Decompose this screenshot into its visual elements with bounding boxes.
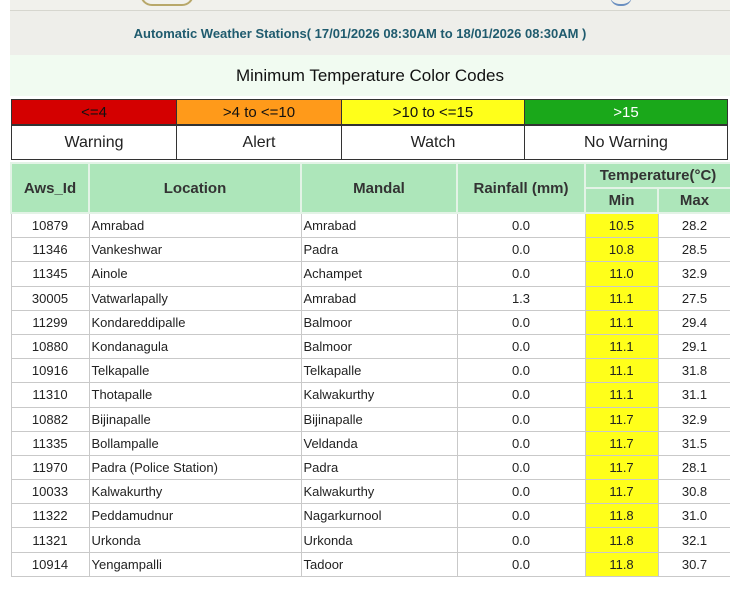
legend-label-row: [12, 125, 730, 160]
cell-max-temp: 27.5: [658, 286, 730, 310]
cell-rainfall: 0.0: [457, 213, 585, 238]
table-row: [11, 383, 730, 407]
header-max[interactable]: Max: [658, 188, 730, 213]
legend-label-watch: Watch: [341, 125, 525, 160]
cell-aws-id: 10916: [11, 359, 89, 383]
legend-range-watch: >10 to <=15: [341, 99, 525, 125]
cell-max-temp: 31.1: [658, 383, 730, 407]
cell-max-temp: 28.1: [658, 455, 730, 479]
cell-mandal: Balmoor: [301, 334, 457, 358]
cell-mandal: Nagarkurnool: [301, 504, 457, 528]
table-row: [11, 334, 730, 358]
cell-max-temp: 28.2: [658, 213, 730, 238]
cell-location: Telkapalle: [89, 359, 301, 383]
legend-label-alert: Alert: [176, 125, 342, 160]
cell-min-temp: 11.7: [585, 407, 658, 431]
cell-aws-id: 30005: [11, 286, 89, 310]
cell-mandal: Padra: [301, 238, 457, 262]
cell-max-temp: 32.1: [658, 528, 730, 552]
cell-mandal: Bijinapalle: [301, 407, 457, 431]
table-row: [11, 407, 730, 431]
table-row: [11, 480, 730, 504]
cell-max-temp: 31.8: [658, 359, 730, 383]
cell-max-temp: 29.1: [658, 334, 730, 358]
table-row: [11, 552, 730, 576]
legend-label-no-warning: No Warning: [524, 125, 728, 160]
cell-rainfall: 1.3: [457, 286, 585, 310]
cell-rainfall: 0.0: [457, 480, 585, 504]
report-title: Automatic Weather Stations( 17/01/2026 08:30AM to 18/01/2026 08:30AM ): [133, 25, 587, 41]
cell-min-temp: 11.1: [585, 334, 658, 358]
cell-max-temp: 28.5: [658, 238, 730, 262]
cell-rainfall: 0.0: [457, 359, 585, 383]
cell-aws-id: 10880: [11, 334, 89, 358]
legend-color-row: [12, 99, 730, 125]
cell-min-temp: 11.1: [585, 359, 658, 383]
cell-max-temp: 31.0: [658, 504, 730, 528]
cell-location: Yengampalli: [89, 552, 301, 576]
cell-mandal: Urkonda: [301, 528, 457, 552]
legend-range-warning: <=4: [11, 99, 177, 125]
cell-location: Thotapalle: [89, 383, 301, 407]
cell-max-temp: 31.5: [658, 431, 730, 455]
cell-max-temp: 32.9: [658, 262, 730, 286]
table-row: [11, 528, 730, 552]
cell-max-temp: 29.4: [658, 310, 730, 334]
table-row: [11, 262, 730, 286]
cell-location: Kondareddipalle: [89, 310, 301, 334]
page-frame: [10, 0, 730, 591]
cell-rainfall: 0.0: [457, 310, 585, 334]
cell-min-temp: 11.1: [585, 310, 658, 334]
cell-rainfall: 0.0: [457, 528, 585, 552]
header-location[interactable]: Location: [89, 163, 301, 213]
cell-location: Ainole: [89, 262, 301, 286]
weather-stations-table: [10, 162, 730, 577]
cell-aws-id: 11299: [11, 310, 89, 334]
cell-min-temp: 11.7: [585, 431, 658, 455]
cell-mandal: Balmoor: [301, 310, 457, 334]
cell-mandal: Kalwakurthy: [301, 383, 457, 407]
cell-aws-id: 11322: [11, 504, 89, 528]
cell-min-temp: 11.0: [585, 262, 658, 286]
cell-mandal: Tadoor: [301, 552, 457, 576]
legend-range-alert: >4 to <=10: [176, 99, 342, 125]
cell-mandal: Padra: [301, 455, 457, 479]
table-row: [11, 455, 730, 479]
cell-location: Vatwarlapally: [89, 286, 301, 310]
cell-rainfall: 0.0: [457, 334, 585, 358]
cell-rainfall: 0.0: [457, 262, 585, 286]
cell-aws-id: 10914: [11, 552, 89, 576]
cell-rainfall: 0.0: [457, 504, 585, 528]
legend-label-warning: Warning: [11, 125, 177, 160]
table-body: [11, 213, 730, 576]
cell-max-temp: 30.8: [658, 480, 730, 504]
cell-location: Bijinapalle: [89, 407, 301, 431]
cell-aws-id: 11970: [11, 455, 89, 479]
cell-location: Amrabad: [89, 213, 301, 238]
table-row: [11, 359, 730, 383]
header-temperature: Temperature(°C): [585, 163, 730, 188]
header-mandal[interactable]: Mandal: [301, 163, 457, 213]
cell-max-temp: 30.7: [658, 552, 730, 576]
cell-min-temp: 11.8: [585, 528, 658, 552]
cell-rainfall: 0.0: [457, 238, 585, 262]
cell-location: Kondanagula: [89, 334, 301, 358]
cell-min-temp: 11.1: [585, 383, 658, 407]
cell-aws-id: 11335: [11, 431, 89, 455]
cell-min-temp: 11.1: [585, 286, 658, 310]
cell-aws-id: 11346: [11, 238, 89, 262]
cell-mandal: Kalwakurthy: [301, 480, 457, 504]
table-row: [11, 310, 730, 334]
table-row: [11, 504, 730, 528]
cell-rainfall: 0.0: [457, 407, 585, 431]
cell-mandal: Achampet: [301, 262, 457, 286]
cell-mandal: Amrabad: [301, 286, 457, 310]
cell-location: Peddamudnur: [89, 504, 301, 528]
cell-location: Padra (Police Station): [89, 455, 301, 479]
cell-location: Vankeshwar: [89, 238, 301, 262]
cell-min-temp: 10.5: [585, 213, 658, 238]
cell-mandal: Amrabad: [301, 213, 457, 238]
cell-min-temp: 11.7: [585, 480, 658, 504]
emblem-logo-icon: [140, 0, 194, 6]
agency-logo-icon: [610, 0, 632, 6]
report-title-band: [10, 10, 730, 56]
cell-aws-id: 11345: [11, 262, 89, 286]
cell-aws-id: 11310: [11, 383, 89, 407]
cell-mandal: Veldanda: [301, 431, 457, 455]
table-row: [11, 286, 730, 310]
cell-min-temp: 11.8: [585, 504, 658, 528]
header-rainfall[interactable]: Rainfall (mm): [457, 163, 585, 213]
legend-range-no-warning: >15: [524, 99, 728, 125]
cell-min-temp: 11.8: [585, 552, 658, 576]
cell-aws-id: 10033: [11, 480, 89, 504]
table-row: [11, 431, 730, 455]
cell-max-temp: 32.9: [658, 407, 730, 431]
cell-aws-id: 10879: [11, 213, 89, 238]
cell-rainfall: 0.0: [457, 455, 585, 479]
cell-aws-id: 10882: [11, 407, 89, 431]
table-row: [11, 213, 730, 238]
cell-aws-id: 11321: [11, 528, 89, 552]
cell-location: Urkonda: [89, 528, 301, 552]
header-min[interactable]: Min: [585, 188, 658, 213]
legend-title: Minimum Temperature Color Codes: [10, 55, 730, 96]
cell-rainfall: 0.0: [457, 383, 585, 407]
cell-mandal: Telkapalle: [301, 359, 457, 383]
header-aws-id[interactable]: Aws_Id: [11, 163, 89, 213]
cell-location: Bollampalle: [89, 431, 301, 455]
cell-rainfall: 0.0: [457, 431, 585, 455]
cell-location: Kalwakurthy: [89, 480, 301, 504]
cell-rainfall: 0.0: [457, 552, 585, 576]
table-row: [11, 238, 730, 262]
cell-min-temp: 10.8: [585, 238, 658, 262]
cell-min-temp: 11.7: [585, 455, 658, 479]
